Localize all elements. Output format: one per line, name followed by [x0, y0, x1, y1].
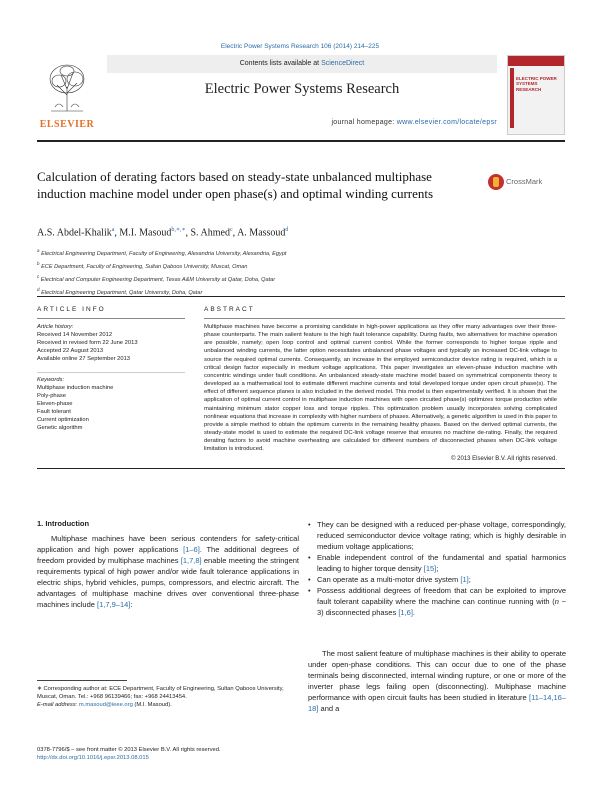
- citation-link[interactable]: [1]: [460, 575, 469, 584]
- text-run: .: [412, 608, 415, 617]
- citation-link[interactable]: [1,7,9–14]: [97, 600, 131, 609]
- affiliation-marker: b: [37, 260, 40, 266]
- text-run: − 3) disconnected phases: [317, 597, 566, 617]
- text-run: enable meeting the stringent requirements typical of high power and/or wide fault tolerance applications in electric ships, hybrid vehicles, pumps, compressors, and electric aircraft. The advantages of multiphase machine drives over conventional three-phase machines include: [37, 556, 299, 609]
- history-item: Available online 27 September 2013: [37, 356, 131, 362]
- open-phase-paragraph: [308, 648, 566, 714]
- keyword-item: Genetic algorithm: [37, 425, 83, 431]
- keywords-heading: Keywords:: [37, 377, 65, 383]
- introduction-paragraph: [37, 533, 299, 610]
- footnotes: [37, 685, 299, 709]
- doi-link[interactable]: http://dx.doi.org/10.1016/j.epsr.2013.08.015: [37, 755, 149, 761]
- keywords-list: [37, 376, 187, 432]
- footnote-rule: [37, 680, 127, 681]
- affiliation-marker: a: [37, 248, 40, 253]
- abstract-rule: [204, 318, 565, 319]
- author-affiliation-marker[interactable]: c: [229, 227, 233, 233]
- affiliation-text: Electrical Engineering Department, Qatar University, Doha, Qatar: [39, 289, 203, 296]
- history-item: Received 14 November 2012: [37, 332, 113, 338]
- advantage-item: [308, 519, 566, 552]
- advantages-list: [308, 519, 566, 618]
- elsevier-logo[interactable]: [37, 55, 97, 135]
- author-name[interactable]: A. Massoud: [237, 227, 286, 239]
- text-run: ;: [436, 564, 439, 573]
- author-separator: ,: [232, 227, 238, 239]
- author-affiliation-marker[interactable]: a: [111, 227, 115, 233]
- cover-band: [508, 56, 564, 66]
- article-info-heading: ARTICLE INFO: [37, 306, 106, 313]
- advantage-item: [308, 574, 566, 585]
- article-title: Calculation of derating factors based on steady-state unbalanced multiphase induction machine model under open phase(s) and optimal winding currents: [37, 169, 434, 201]
- email-suffix: (M.I. Masoud).: [132, 702, 172, 708]
- journal-title: Electric Power Systems Research: [204, 81, 400, 97]
- cover-title: ELECTRIC POWER SYSTEMS RESEARCH: [516, 76, 557, 92]
- affiliation-marker: c: [37, 273, 40, 279]
- contents-prefix: Contents lists available at: [239, 60, 322, 67]
- issn-block: [37, 746, 337, 762]
- affiliation-text: ECE Department, Faculty of Engineering, Sultan Qaboos University, Muscat, Oman: [39, 263, 248, 270]
- journal-masthead: [37, 55, 565, 135]
- keyword-item: Eleven-phase: [37, 401, 73, 407]
- affiliation-divider: [37, 296, 565, 297]
- sciencedirect-link[interactable]: ScienceDirect: [321, 60, 365, 67]
- author-separator: ,: [114, 227, 120, 239]
- front-matter-line: 0378-7796/$ – see front matter © 2013 Elsevier B.V. All rights reserved.: [37, 747, 221, 753]
- abstract-divider: [37, 468, 565, 469]
- keyword-item: Multiphase induction machine: [37, 385, 114, 391]
- abstract-heading: ABSTRACT: [204, 306, 255, 313]
- text-run: :: [130, 600, 133, 609]
- crossmark-label: CrossMark: [506, 177, 543, 186]
- email-note: [37, 701, 299, 709]
- keyword-item: Current optimization: [37, 417, 89, 423]
- author-name[interactable]: M.I. Masoud: [119, 227, 172, 239]
- math-variable: n: [554, 597, 559, 606]
- masthead-divider: [37, 140, 565, 142]
- author-affiliation-marker[interactable]: b,∗,∗: [171, 227, 186, 233]
- journal-cover-thumbnail[interactable]: [507, 55, 565, 135]
- abstract-body: Multiphase machines have become a promising candidate in high-power applications as they offer many advantages over their three-phase counterparts. The main salient feature is the high fault tolerance capability. During faults, two alternatives for machine operation are possible, namely; open loop control and optimal current control. While the former corresponds to higher torque ripple and unbalanced winding currents, the latter option necessitates unbalanced phase voltages and typically an increased DC-link voltage to source the required optimal currents. Consequently, an increase in the employed semiconductor device rating is required, which is a critical design factor especially in medium voltage applications. This paper investigates an eleven-phase induction machine with concentric windings under fault conditions. An unbalanced steady-state machine model based on symmetrical components theory is developed as a mathematical tool to estimate different machine currents and total developed torque under open circuit phase(s). The effect of different sequence planes is also included in the derived model. This model is then experimentally verified. It is shown that the application of optimal current control in multiphase induction machines with open circuited phase(s) optimizes torque production while maintaining minimum stator copper loss and torque ripples. This optimization problem usually incorporates solving complicated nonlinear equations that increase in complexity with higher numbers of phases. Alternatively, a genetic algorithm is used in this paper to provide a simple method to obtain the optimum currents in the remaining healthy phases. Based on the derived optimal currents, the steady-state model is used to estimate the required DC-link voltage reserve that ensures no machine de-rating. Finally, the required derating factors to avoid machine overheating are calculated for different numbers of disconnected phases when DC-link voltage limitation is introduced.: [204, 324, 557, 453]
- text-run: . The additional degrees of freedom provided by multiphase machines: [37, 545, 299, 565]
- author-separator: ,: [185, 227, 191, 239]
- affiliation-item: [37, 259, 557, 272]
- text-run: Multiphase machines have been serious contenders for safety-critical application and high power applications: [37, 534, 299, 554]
- text-run: Can operate as a multi-motor drive system: [317, 575, 461, 584]
- advantage-item: [308, 552, 566, 574]
- email-link[interactable]: m.masoud@ieee.org: [78, 702, 133, 708]
- citation-link[interactable]: [15]: [423, 564, 437, 573]
- citation-link[interactable]: [1–6]: [183, 545, 200, 554]
- citation-link[interactable]: [1,7,8]: [180, 556, 202, 565]
- cover-stripe: [510, 68, 514, 128]
- affiliation-marker: d: [37, 286, 40, 292]
- author-affiliation-marker[interactable]: d: [285, 227, 289, 233]
- text-run: The most salient feature of multiphase machines is their ability to operate under open-phase conditions. This can occur due to one of the phase terminals being disconnected, internal winding rupture, or one or more of the inverter phase legs failing open (disconnecting). Multiphase machine performance with open circuit faults has been studied in literature: [308, 649, 566, 702]
- author-name[interactable]: A.S. Abdel-Khalik: [37, 227, 112, 239]
- corresponding-author-note: ∗ Corresponding author at: ECE Department, Faculty of Engineering, Sultan Qaboos University, Muscat, Oman. Tel.: +968 96139466; fax: +968 24413454.: [37, 686, 284, 700]
- author-name[interactable]: S. Ahmed: [190, 227, 230, 239]
- journal-header-box: [107, 55, 497, 135]
- author-list: [37, 226, 557, 238]
- text-run: and a: [318, 704, 340, 713]
- copyright-notice: © 2013 Elsevier B.V. All rights reserved.: [451, 456, 557, 462]
- article-info-rule: [37, 318, 185, 319]
- advantage-item: [308, 585, 566, 618]
- affiliation-text: Electrical and Computer Engineering Department, Texas A&M University at Qatar, Doha, Qatar: [39, 276, 276, 283]
- article-history: [37, 323, 187, 363]
- crossmark-badge[interactable]: [488, 174, 548, 192]
- text-run: ;: [468, 575, 471, 584]
- citation-link[interactable]: [11–14,16–18]: [308, 693, 566, 713]
- crossmark-icon: [488, 174, 504, 190]
- elsevier-wordmark: ELSEVIER: [39, 119, 95, 130]
- text-run: Enable independent control of the fundamental and spatial harmonics leading to higher torque density: [317, 553, 566, 573]
- journal-homepage: [107, 119, 497, 126]
- journal-reference[interactable]: Electric Power Systems Research 106 (2014) 214–225: [220, 43, 380, 50]
- introduction-heading: 1. Introduction: [37, 519, 90, 528]
- keyword-item: Fault tolerant: [37, 409, 71, 415]
- affiliation-text: Electrical Engineering Department, Faculty of Engineering, Alexandria University, Alexandria, Egypt: [39, 250, 287, 257]
- contents-bar: [107, 55, 497, 73]
- homepage-link[interactable]: www.elsevier.com/locate/epsr: [396, 119, 497, 126]
- affiliation-list: [37, 246, 557, 297]
- keyword-item: Poly-phase: [37, 393, 67, 399]
- history-heading: Article history:: [37, 324, 74, 330]
- citation-link[interactable]: [1,6]: [398, 608, 413, 617]
- email-label: E-mail address:: [37, 702, 78, 708]
- affiliation-item: [37, 272, 557, 285]
- history-item: Received in revised form 22 June 2013: [37, 340, 138, 346]
- affiliation-item: [37, 246, 557, 259]
- text-run: Possess additional degrees of freedom that can be exploited to improve fault tolerant capability where the machine can continue running with (: [317, 586, 566, 606]
- text-run: They can be designed with a reduced per-phase voltage, correspondingly, reduced semiconductor device voltage rating; which is highly desirable in medium voltage applications;: [317, 520, 566, 551]
- homepage-prefix: journal homepage:: [331, 119, 397, 126]
- history-divider: [37, 372, 185, 373]
- elsevier-tree-icon: [45, 61, 89, 113]
- history-item: Accepted 22 August 2013: [37, 348, 104, 354]
